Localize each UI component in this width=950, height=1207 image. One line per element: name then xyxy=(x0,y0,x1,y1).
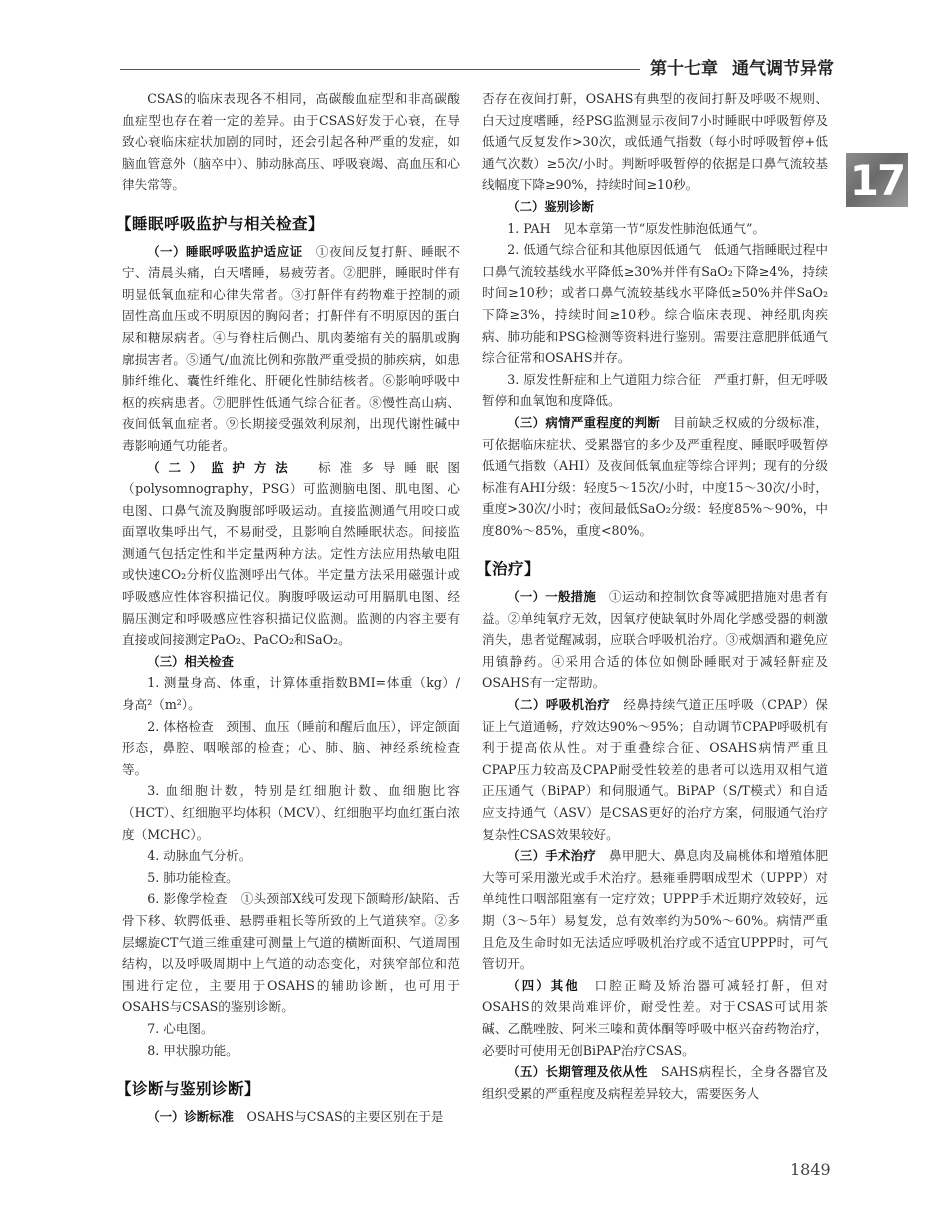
right-column xyxy=(476,88,829,1104)
surgery-paragraph xyxy=(482,845,828,975)
chapter-title: 通气调节异常 xyxy=(732,59,834,79)
long-term-text: SAHS病程长，全身各器官及组织受累的严重程度及病程差异较大，需要医务人 xyxy=(482,1064,829,1101)
indications-heading: （一）睡眠呼吸监护适应证 xyxy=(147,243,303,259)
severity-heading: （三）病情严重程度的判断 xyxy=(507,414,661,430)
header-rule xyxy=(120,69,640,70)
page-number: 1849 xyxy=(790,1160,831,1179)
ventilator-paragraph xyxy=(482,694,828,845)
exam-item-2 xyxy=(122,716,460,781)
exam-item-3: 3. 血细胞计数，特别是红细胞计数、血细胞比容（HCT）、红细胞平均体积（MCV）、红细胞平均血红蛋白浓度（MCHC）。 xyxy=(122,783,460,842)
ventilator-heading: （二）呼吸机治疗 xyxy=(507,697,611,713)
section-heading-monitoring: 【睡眠呼吸监护与相关检查】 xyxy=(116,214,325,233)
exam-item-8: 8. 甲状腺功能。 xyxy=(147,1042,239,1058)
differential-heading: （二）鉴别诊断 xyxy=(507,198,594,214)
intro-paragraph: CSAS的临床表现各不相同，高碳酸血症型和非高碳酸血症型也存在着一定的差异。由于CSAS好发于心衰，在导致心衰临床症状加剧的同时，还会引起各种严重的发症，如脑血管意外（脑卒中）、肺动脉高压、呼吸衰竭、高血压和心律失常等。 xyxy=(122,91,460,193)
diagnosis-criteria-paragraph xyxy=(122,1106,460,1128)
exam-item-2-text: 颈围、血压（睡前和醒后血压），评定颌面形态，鼻腔、咽喉部的检查；心、肺、脑、神经系统检查等。 xyxy=(122,718,461,777)
exam-item-6-text: ①头颈部X线可发现下颌畸形/缺陷、舌骨下移、软腭低垂、悬腭垂粗长等所致的上气道狭窄。②多层螺旋CT气道三维重建可测量上气道的横断面积、气道周围结构，以及呼吸周期中上气道的动态变化，对狭窄部位和范围进行定位，主要用于OSAHS的辅助诊断，也可用于OSAHS与CSAS的鉴别诊断。 xyxy=(122,891,461,1015)
differential-item-3-label: 3. 原发性鼾症和上气道阻力综合征 xyxy=(507,371,702,387)
general-measures-text: ①运动和控制饮食等减肥措施对患者有益。②单纯氧疗无效，因氧疗使缺氧时外周化学感受器的刺激消失，患者觉醒减弱，应联合呼吸机治疗。③戒烟酒和避免应用镇静药。④采用合适的体位如侧卧睡眠对于减轻鼾症及OSAHS有一定帮助。 xyxy=(482,589,829,691)
other-paragraph xyxy=(482,975,828,1061)
methods-text: 标准多导睡眠图（polysomnography，PSG）可监测脑电图、肌电图、心电图、口鼻气流及胸腹部呼吸运动。直接监测通气用咬口或面罩收集呼出气，不易耐受，且影响自然睡眠状态。间接监测通气包括定性和半定量两种方法。定性方法应用热敏电阻或快速CO₂分析仪监测呼出气体。半定量方法采用磁强计或呼吸感应性体容积描记仪。胸腹呼吸运动可用膈肌电图、经膈压测定和呼吸感应性容积描记仪监测。监测的内容主要有直接或间接测定PaO₂、PaCO₂和SaO₂。 xyxy=(122,459,461,648)
general-measures-heading: （一）一般措施 xyxy=(507,589,597,605)
severity-paragraph xyxy=(482,412,828,542)
other-heading: （四）其他 xyxy=(507,977,580,993)
differential-item-3-text: 严重打鼾，但无呼吸暂停和血氧饱和度降低。 xyxy=(482,371,828,409)
differential-heading-line xyxy=(482,196,828,218)
exam-item-7: 7. 心电图。 xyxy=(147,1020,214,1036)
exam-item-2-label: 2. 体格检查 xyxy=(147,718,214,734)
diagnosis-criteria-text: OSAHS与CSAS的主要区别在于是 xyxy=(246,1108,444,1124)
section-heading-diagnosis: 【诊断与鉴别诊断】 xyxy=(116,1080,261,1099)
methods-heading: （二）监护方法 xyxy=(147,459,297,475)
differential-item-2 xyxy=(482,239,828,369)
related-exams-heading: （三）相关检查 xyxy=(147,653,234,669)
chapter-number: 第十七章 xyxy=(650,59,718,79)
exam-item-1: 1. 测量身高、体重，计算体重指数BMI=体重（kg）/身高²（m²）。 xyxy=(122,675,460,713)
diagnosis-criteria-heading: （一）诊断标准 xyxy=(147,1108,234,1124)
exam-item-6-label: 6. 影像学检查 xyxy=(147,891,228,907)
long-term-paragraph xyxy=(482,1061,828,1104)
running-header xyxy=(650,54,848,79)
exam-item-4: 4. 动脉血气分析。 xyxy=(147,848,252,864)
differential-item-1: 1. PAH 见本章第一节“原发性肺泡低通气”。 xyxy=(507,220,765,236)
exam-item-6 xyxy=(122,888,460,1018)
related-exams-heading-line xyxy=(122,651,460,673)
other-text: 口腔正畸及矫治器可减轻打鼾，但对OSAHS的效果尚难评价，耐受性差。对于CSAS可试用茶碱、乙酰唑胺、阿米三嗪和黄体酮等呼吸中枢兴奋药物治疗，必要时可使用无创BiPAP治疗CSAS。 xyxy=(482,977,829,1058)
exam-item-5: 5. 肺功能检查。 xyxy=(147,869,239,885)
differential-item-2-label: 2. 低通气综合征和其他原因低通气 xyxy=(507,242,702,258)
section-heading-treatment: 【治疗】 xyxy=(476,560,541,579)
chapter-tab: 17 xyxy=(846,153,908,207)
indications-text: ①夜间反复打鼾、睡眠不宁、清晨头痛，白天嗜睡，易疲劳者。②肥胖，睡眠时伴有明显低氧血症和心律失常者。③打鼾伴有药物难于控制的顽固性高血压或不明原因的胸闷者；打鼾伴有不明原因的蛋白尿和糖尿病者。④与脊柱后侧凸、肌肉萎缩有关的膈肌或胸廓损害者。⑤通气/血流比例和弥散严重受损的肺疾病，如患肺纤维化、囊性纤维化、肝硬化性肺结核者。⑥影响呼吸中枢的疾病患者。⑦肥胖性低通气综合征者。⑧慢性高山病、夜间低氧血症者。⑨长期接受强效利尿剂，出现代谢性碱中毒影响通气功能者。 xyxy=(122,243,461,453)
long-term-heading: （五）长期管理及依从性 xyxy=(507,1064,648,1080)
indications-paragraph xyxy=(122,241,460,457)
surgery-heading: （三）手术治疗 xyxy=(507,848,597,864)
general-measures-paragraph xyxy=(482,586,828,694)
ventilator-text: 经鼻持续气道正压呼吸（CPAP）保证上气道通畅，疗效达90%～95%；自动调节CPAP呼吸机有利于提高依从性。对于重叠综合征、OSAHS病情严重且CPAP压力较高及CPAP耐受性较差的患者可以选用双相气道正压通气（BiPAP）和伺服通气。BiPAP（S/T模式）和自适应支持通气（ASV）是CSAS更好的治疗方案，伺服通气治疗复杂性CSAS效果较好。 xyxy=(482,697,829,842)
left-column xyxy=(116,88,461,1127)
severity-text: 目前缺乏权威的分级标准，可依据临床症状、受累器官的多少及严重程度、睡眠呼吸暂停低通气指数（AHI）及夜间低氧血症等综合评判；现有的分级标准有AHI分级：轻度5～15次/小时，中度15～30次/小时，重度>30次/小时；夜间最低SaO₂分级：轻度85%～90%，中度80%～85%，重度<80%。 xyxy=(482,414,829,538)
methods-paragraph xyxy=(122,457,460,651)
differential-item-3 xyxy=(482,369,828,412)
differential-item-2-text: 低通气指睡眠过程中口鼻气流较基线水平降低≥30%并伴有SaO₂下降≥4%，持续时间≥10秒；或者口鼻气流较基线水平降低≥50%并伴SaO₂下降≥3%，持续时间≥10秒。综合临床表现、神经肌肉疾病、肺功能和PSG检测等资料进行鉴别。需要注意肥胖低通气综合征常和OSAHS并存。 xyxy=(482,242,828,366)
diagnosis-continued-paragraph: 否存在夜间打鼾，OSAHS有典型的夜间打鼾及呼吸不规则、白天过度嗜睡，经PSG监测显示夜间7小时睡眠中呼吸暂停及低通气反复发作>30次，或低通气指数（每小时呼吸暂停+低通气次数）≥5次/小时。判断呼吸暂停的依据是口鼻气流较基线幅度下降≥90%，持续时间≥10秒。 xyxy=(482,91,828,193)
surgery-text: 鼻甲肥大、鼻息肉及扁桃体和增殖体肥大等可采用激光或手术治疗。悬雍垂腭咽成型术（UPPP）对单纯性口咽部阻塞有一定疗效；UPPP手术近期疗效较好，远期（3～5年）易复发，总有效率约为50%～60%。病情严重且危及生命时如无法适应呼吸机治疗或不适宜UPPP时，可气管切开。 xyxy=(482,848,829,972)
